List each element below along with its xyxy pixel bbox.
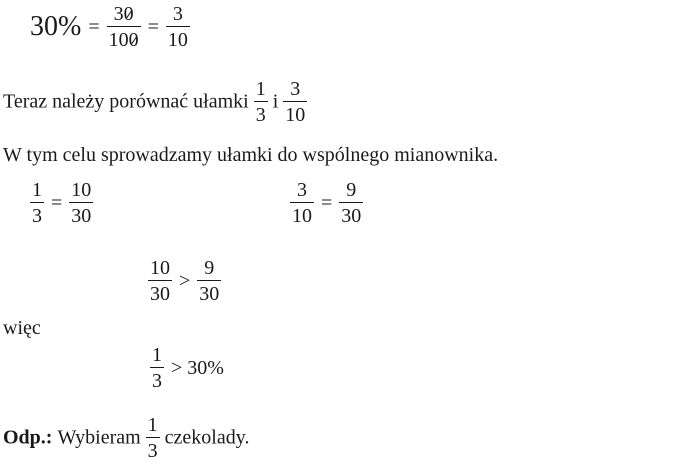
therefore-label: więc [3, 317, 41, 339]
fraction-30-100: $\frac{30}{100}$ [108, 3, 139, 51]
equation-1-3: $\frac{1}{3}$ = $\frac{10}{30}$ [32, 179, 92, 227]
percent-conversion [30, 4, 190, 50]
cancelled-zero: 0 [128, 29, 139, 51]
answer-line: Odp.: Wybieram $\frac{1}{3}$ czekolady. [3, 414, 250, 462]
fraction-3-10: $\frac{3}{10}$ [167, 3, 188, 51]
compare-intro: Teraz należy porównać ułamki $\frac{1}{3}$ i $\frac{3}{10}$ [3, 78, 306, 126]
answer-label: Odp.: [3, 426, 53, 449]
result-inequality: $\frac{1}{3}$ > 30% [152, 344, 224, 392]
cancelled-zero: 0 [123, 3, 134, 25]
common-denominator-text: W tym celu sprowadzamy ułamki do wspólnego mianownika. [3, 144, 499, 166]
equals-sign: = [88, 15, 100, 38]
fraction-1-3: $\frac{1}{3}$ [147, 414, 158, 462]
percent-value: 30% [30, 11, 82, 42]
fraction-3-10: $\frac{3}{10}$ [285, 78, 306, 126]
fraction-1-3: $\frac{1}{3}$ [255, 78, 266, 126]
fraction-comparison: $\frac{10}{30}$ > $\frac{9}{30}$ [150, 257, 220, 305]
equals-sign: = [147, 15, 159, 38]
equation-3-10: $\frac{3}{10}$ = $\frac{9}{30}$ [292, 179, 362, 227]
